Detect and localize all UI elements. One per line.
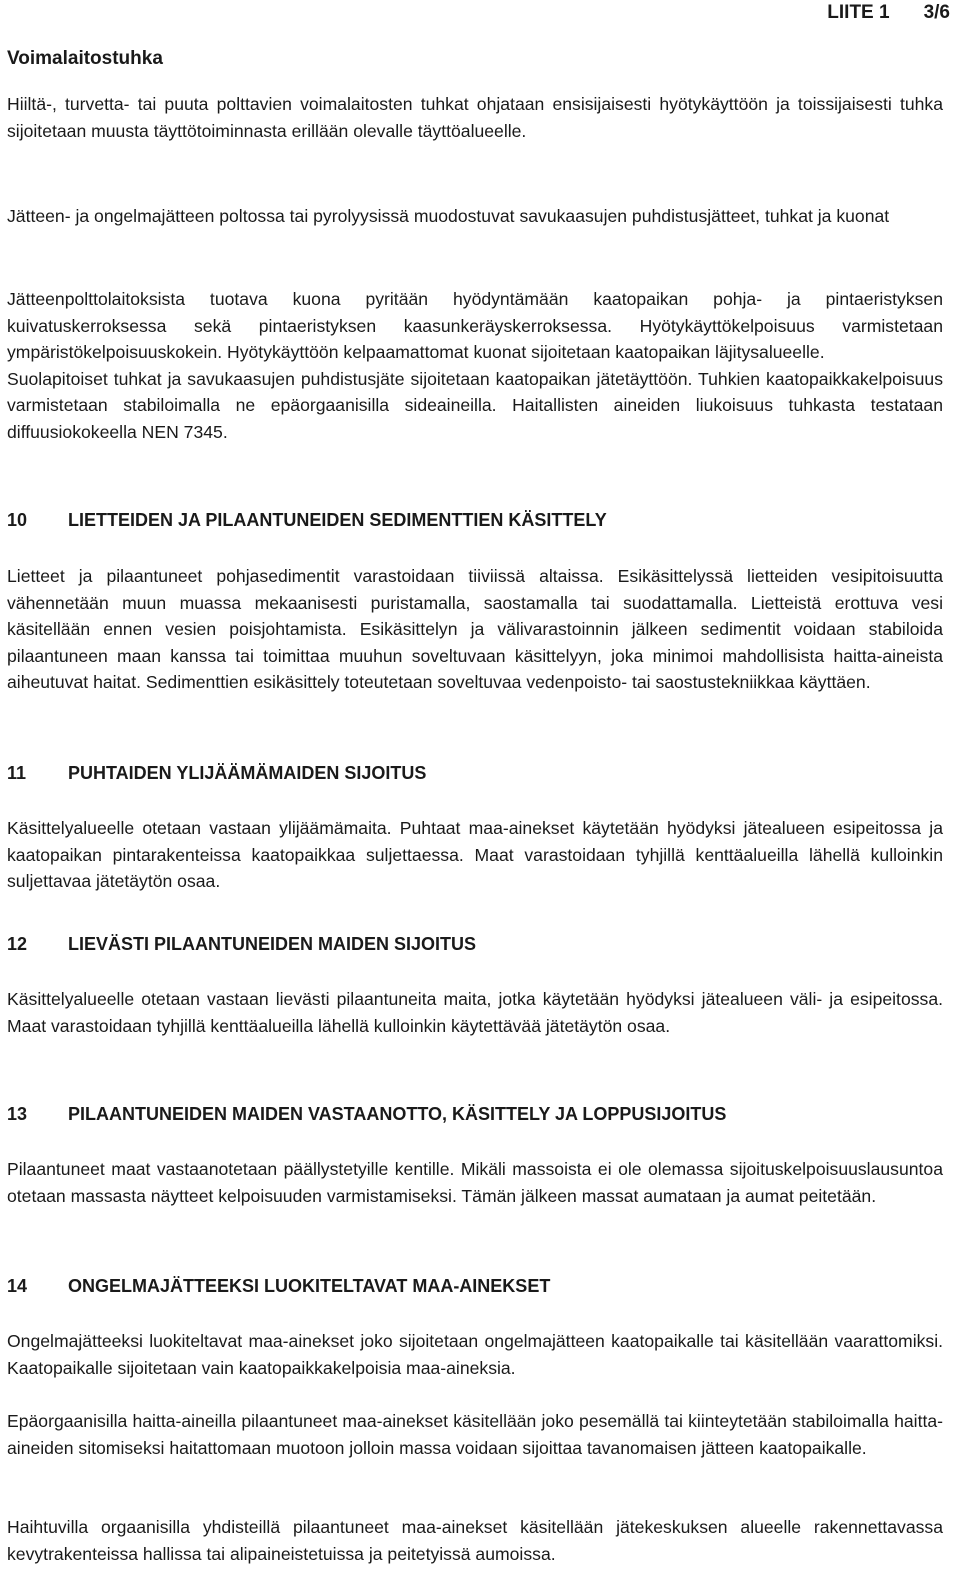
waste-subtitle: Jätteen- ja ongelmajätteen poltossa tai pyrolyysissä muodostuvat savukaasujen puhdistusjätteet, tuhkat ja kuonat	[7, 206, 890, 226]
section-paragraph: Pilaantuneet maat vastaanotetaan päällystetyille kentille. Mikäli massoista ei ole olemassa sijoituskelpoisuuslausuntoa otetaan massasta näytteet kelpoisuuden varmistamiseksi. Tämän jälkeen massat aumataan ja aumat peitetään.	[7, 1159, 943, 1206]
waste-paragraph-2: Suolapitoiset tuhkat ja savukaasujen puhdistusjäte sijoitetaan kaatopaikan jätetäyttöön. Tuhkien kaatopaikkakelpoisuus varmistetaan stabiloimalla ne epäorgaanisilla sideaineilla. Haitallisten aineiden liukoisuus tuhkasta testataan diffuusiokokeella NEN 7345.	[7, 368, 943, 442]
section-heading-10	[7, 510, 607, 531]
page-title: Voimalaitostuhka	[7, 48, 163, 69]
section-body-14b	[7, 1408, 943, 1461]
section-heading-14	[7, 1276, 550, 1297]
section-number: 12	[7, 934, 28, 954]
page-number: 3/6	[923, 2, 950, 23]
section-number: 11	[7, 763, 27, 783]
section-body-11	[7, 815, 943, 895]
section-heading-11	[7, 763, 426, 784]
section-title: LIETTEIDEN JA PILAANTUNEIDEN SEDIMENTTIEN KÄSITTELY	[68, 510, 607, 530]
section-heading-13	[7, 1104, 726, 1125]
section-paragraph: Käsittelyalueelle otetaan vastaan lievästi pilaantuneita maita, jotka käytetään hyödyksi jätealueen väli- ja esipeitossa. Maat varastoidaan tyhjillä kenttäalueilla lähellä kulloinkin käytettävää jätetäytön osaa.	[7, 989, 943, 1036]
section-title: ONGELMAJÄTTEEKSI LUOKITELTAVAT MAA-AINEKSET	[68, 1276, 551, 1296]
section-title: LIEVÄSTI PILAANTUNEIDEN MAIDEN SIJOITUS	[68, 934, 477, 954]
section-number: 10	[7, 510, 28, 530]
intro-paragraph: Hiiltä-, turvetta- tai puuta polttavien voimalaitosten tuhkat ohjataan ensisijaisesti hyötykäyttöön ja toissijaisesti tuhka sijoitetaan muusta täyttötoiminnasta erillään olevalle täyttöalueelle.	[7, 94, 943, 141]
section-paragraph: Ongelmajätteeksi luokiteltavat maa-ainekset joko sijoitetaan ongelmajätteen kaatopaikalle tai käsitellään vaarattomiksi. Kaatopaikalle sijoitetaan vain kaatopaikkakelpoisia maa-aineksia.	[7, 1331, 943, 1378]
section-paragraph: Haihtuvilla orgaanisilla yhdisteillä pilaantuneet maa-ainekset käsitellään jätekeskuksen alueelle rakennettavassa kevytrakenteissa hallissa tai alipaineistetuissa ja peitetyissä aumoissa.	[7, 1517, 943, 1564]
section-paragraph: Epäorgaanisilla haitta-aineilla pilaantuneet maa-ainekset käsitellään joko pesemällä tai kiinteytetään stabiloimalla haitta-aineiden sitomiseksi haitattomaan muotoon jolloin massa voidaan sijoittaa tavanomaisen jätteen kaatopaikalle.	[7, 1411, 943, 1458]
section-paragraph: Käsittelyalueelle otetaan vastaan ylijäämämaita. Puhtaat maa-ainekset käytetään hyödyksi jätealueen esipeitossa ja kaatopaikan pintarakenteissa kaatopaikkaa suljettaessa. Maat varastoidaan tyhjillä kenttäalueilla lähellä kulloinkin suljettavaa jätetäytön osaa.	[7, 818, 943, 891]
section-heading-12	[7, 934, 476, 955]
attachment-label: LIITE 1	[827, 2, 890, 23]
section-number: 13	[7, 1104, 28, 1124]
section-title: PILAANTUNEIDEN MAIDEN VASTAANOTTO, KÄSITTELY JA LOPPUSIJOITUS	[68, 1104, 727, 1124]
section-body-14c	[7, 1514, 943, 1567]
section-body-12	[7, 986, 943, 1039]
page-header	[827, 2, 950, 24]
section-number: 14	[7, 1276, 28, 1296]
section-body-13	[7, 1156, 943, 1209]
waste-paragraph	[7, 286, 943, 445]
section-title: PUHTAIDEN YLIJÄÄMÄMAIDEN SIJOITUS	[68, 763, 427, 783]
section-paragraph: Lietteet ja pilaantuneet pohjasedimentit varastoidaan tiiviissä altaissa. Esikäsittelyssä lietteiden vesipitoisuutta vähennetään muun muassa mekaanisesti puristamalla, saostamalla tai suodattamalla. Lietteistä erottuva vesi käsitellään ennen vesien poisjohtamista. Esikäsittelyn ja välivarastoinnin jälkeen sedimentit voidaan stabiloida pilaantuneen maan kanssa tai toimittaa muuhun soveltuvaan käsittelyyn, joka minimoi mahdollisista haitta-aineista aiheutuvat haitat. Sedimenttien esikäsittely toteutetaan soveltuvaa vedenpoisto- tai saostustekniikkaa käyttäen.	[7, 566, 943, 692]
waste-paragraph-1: Jätteenpolttolaitoksista tuotava kuona pyritään hyödyntämään kaatopaikan pohja- ja pintaeristyksen kuivatuskerroksessa sekä pintaeristyksen kaasunkeräyskerroksessa. Hyötykäyttökelpoisuus varmistetaan ympäristökelpoisuuskokein. Hyötykäyttöön kelpaamattomat kuonat sijoitetaan kaatopaikan läjitysalueelle.	[7, 289, 943, 362]
section-body-14a	[7, 1328, 943, 1381]
section-body-10	[7, 563, 943, 696]
